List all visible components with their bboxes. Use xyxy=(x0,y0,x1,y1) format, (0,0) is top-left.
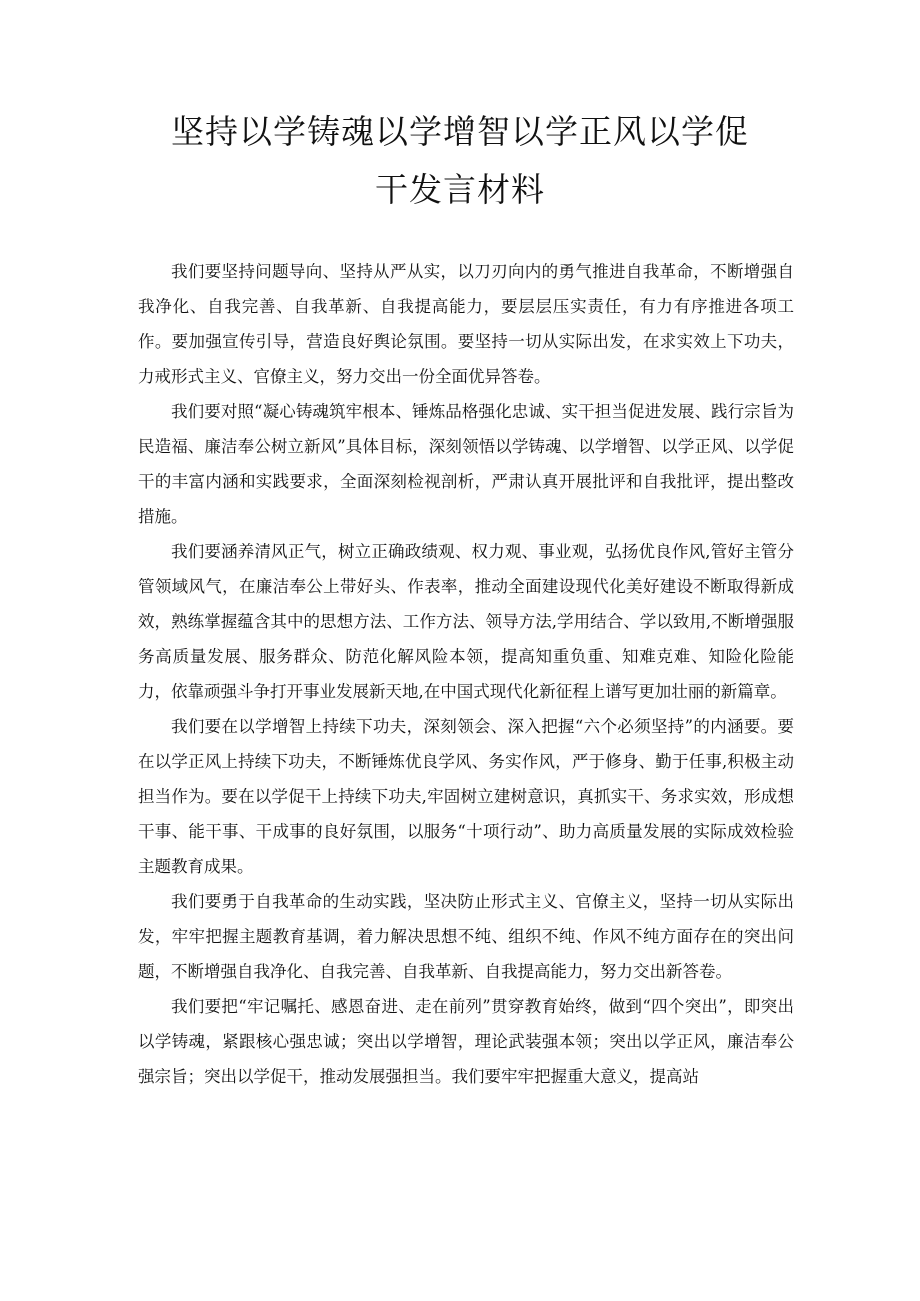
paragraph-5: 我们要勇于自我革命的生动实践，坚决防止形式主义、官僚主义，坚持一切从实际出发，牢牢把握主题教育基调，着力解决思想不纯、组织不纯、作风不纯方面存在的突出问题，不断增强自我净化、自我完善、自我革新、自我提高能力，努力交出新答卷。 xyxy=(138,892,794,981)
paragraph-6: 我们要把“牢记嘱托、感恩奋进、走在前列”贯穿教育始终，做到“四个突出”，即突出以学铸魂，紧跟核心强忠诚；突出以学增智，理论武装强本领；突出以学正风，廉洁奉公强宗旨；突出以学促干，推动发展强担当。我们要牢牢把握重大意义，提高站 xyxy=(138,997,794,1086)
paragraph-2: 我们要对照“凝心铸魂筑牢根本、锤炼品格强化忠诚、实干担当促进发展、践行宗旨为民造福、廉洁奉公树立新风”具体目标，深刻领悟以学铸魂、以学增智、以学正风、以学促干的丰富内涵和实践要求，全面深刻检视剖析，严肃认真开展批评和自我批评，提出整改措施。 xyxy=(138,402,794,526)
title-line-1: 坚持以学铸魂以学增智以学正风以学促 xyxy=(171,112,749,151)
document-title xyxy=(140,103,780,219)
paragraph-4: 我们要在以学增智上持续下功夫，深刻领会、深入把握“六个必须坚持”的内涵要。要在以学正风上持续下功夫，不断锤炼优良学风、务实作风，严于修身、勤于任事,积极主动担当作为。要在以学促干上持续下功夫,牢固树立建树意识，真抓实干、务求实效，形成想干事、能干事、干成事的良好氛围，以服务“十项行动”、助力高质量发展的实际成效检验主题教育成果。 xyxy=(138,717,794,876)
paragraph-3: 我们要涵养清风正气，树立正确政绩观、权力观、事业观，弘扬优良作风,管好主管分管领域风气，在廉洁奉公上带好头、作表率，推动全面建设现代化美好建设不断取得新成效，熟练掌握蕴含其中的思想方法、工作方法、领导方法,学用结合、学以致用,不断增强服务高质量发展、服务群众、防范化解风险本领，提高知重负重、知难克难、知险化险能力，依靠顽强斗争打开事业发展新天地,在中国式现代化新征程上谱写更加壮丽的新篇章。 xyxy=(138,542,794,701)
title-line-2: 干发言材料 xyxy=(375,170,545,209)
paragraph-1: 我们要坚持问题导向、坚持从严从实，以刀刃向内的勇气推进自我革命，不断增强自我净化、自我完善、自我革新、自我提高能力，要层层压实责任，有力有序推进各项工作。要加强宣传引导，营造良好舆论氛围。要坚持一切从实际出发，在求实效上下功夫，力戒形式主义、官僚主义，努力交出一份全面优异答卷。 xyxy=(138,262,794,386)
document-body xyxy=(138,254,794,1094)
